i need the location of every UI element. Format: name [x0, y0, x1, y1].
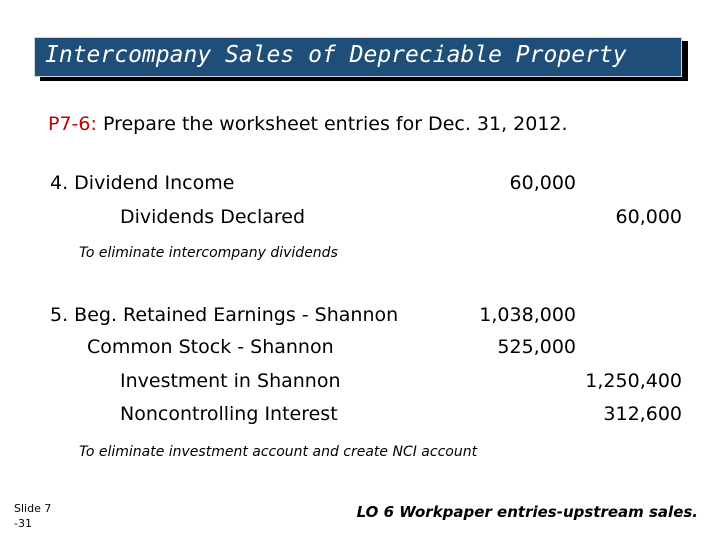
problem-code: P7-6: [48, 113, 97, 135]
entry5-debit1-label: 5. Beg. Retained Earnings - Shannon [50, 304, 399, 326]
entry4-credit-amount: 60,000 [615, 206, 682, 228]
entry5-credit2-amount: 312,600 [603, 403, 682, 425]
title-bar [34, 37, 682, 77]
slide-title: Intercompany Sales of Depreciable Property [45, 42, 627, 68]
slide-number-line1: Slide 7 [14, 502, 52, 515]
entry4-debit-amount: 60,000 [509, 172, 576, 194]
entry4-credit-label: Dividends Declared [120, 206, 306, 228]
problem-text: Prepare the worksheet entries for Dec. 31, 2012. [102, 113, 568, 135]
entry5-note: To eliminate investment account and create NCI account [79, 444, 478, 460]
slide-number [14, 501, 51, 531]
entry5-credit1-label: Investment in Shannon [120, 370, 341, 392]
entry5-debit1-amount: 1,038,000 [479, 304, 576, 326]
entry5-debit2-amount: 525,000 [497, 336, 576, 358]
entry4-note: To eliminate intercompany dividends [79, 245, 338, 261]
entry5-debit2-label: Common Stock - Shannon [87, 336, 334, 358]
slide-number-line2: -31 [14, 517, 32, 530]
problem-statement [48, 113, 568, 135]
entry4-debit-label: 4. Dividend Income [50, 172, 235, 194]
entry5-credit2-label: Noncontrolling Interest [120, 403, 338, 425]
learning-objective: LO 6 Workpaper entries-upstream sales. [356, 503, 698, 521]
entry5-credit1-amount: 1,250,400 [585, 370, 682, 392]
